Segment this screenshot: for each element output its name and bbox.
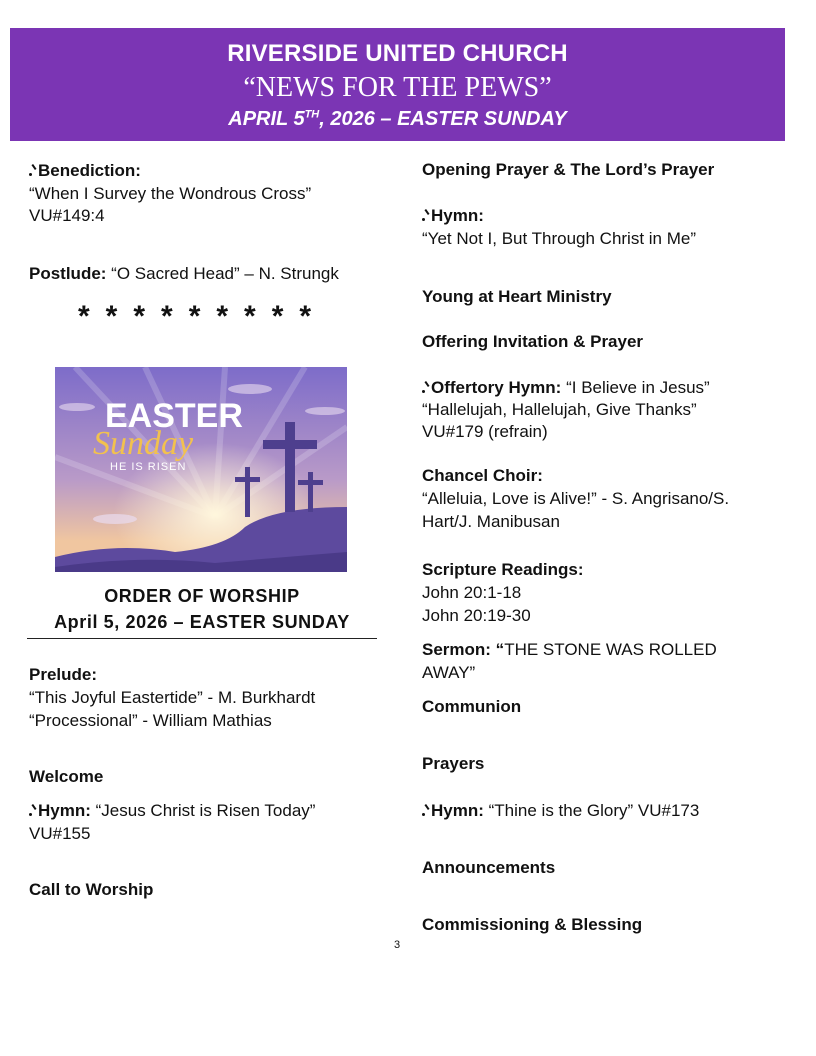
offertory-line-2: “Hallelujah, Hallelujah, Give Thanks” xyxy=(422,400,697,419)
newsletter-header xyxy=(10,28,785,141)
scripture-2: John 20:19-30 xyxy=(422,606,531,625)
communion: Communion xyxy=(422,697,522,716)
offertory-line-3: VU#179 (refrain) xyxy=(422,422,548,441)
sermon-label: Sermon: “ xyxy=(422,640,505,659)
opening-hymn-ref: VU#155 xyxy=(29,824,91,843)
choir-label: Chancel Choir: xyxy=(422,466,543,485)
music-note-icon xyxy=(29,803,38,817)
offertory-text: “I Believe in Jesus” xyxy=(561,378,710,397)
newsletter-title: “NEWS FOR THE PEWS” xyxy=(243,72,552,103)
order-of-worship-date: April 5, 2026 – EASTER SUNDAY xyxy=(54,612,350,632)
star-divider: ********* xyxy=(78,300,328,333)
young-at-heart: Young at Heart Ministry xyxy=(422,287,612,306)
offertory-label: Offertory Hymn: xyxy=(431,378,562,397)
date-prefix: APRIL 5 xyxy=(228,108,305,130)
hymn-label: Hymn: xyxy=(431,801,484,820)
church-name: RIVERSIDE UNITED CHURCH xyxy=(227,40,568,67)
sermon-text: THE STONE WAS ROLLED xyxy=(504,640,717,659)
music-note-icon xyxy=(422,380,431,394)
benediction-hymn: “When I Survey the Wondrous Cross” xyxy=(29,184,312,203)
hymn-text: “Thine is the Glory” VU#173 xyxy=(483,801,700,820)
benediction-heading xyxy=(29,161,141,181)
scripture-1: John 20:1-18 xyxy=(422,583,522,602)
choir-line-2: Hart/J. Manibusan xyxy=(422,512,560,531)
benediction-ref: VU#149:4 xyxy=(29,206,105,225)
choir-line-1: “Alleluia, Love is Alive!” - S. Angrisano/S. xyxy=(422,489,730,508)
hymn-title: “Yet Not I, But Through Christ in Me” xyxy=(422,229,697,248)
welcome: Welcome xyxy=(29,767,104,786)
hymn-heading xyxy=(422,206,484,226)
postlude xyxy=(29,264,339,284)
sermon-line-2: AWAY” xyxy=(422,663,476,682)
order-of-worship-title: ORDER OF WORSHIP xyxy=(104,586,300,606)
prayers: Prayers xyxy=(422,754,485,773)
music-note-icon xyxy=(422,208,431,222)
image-title: EASTER xyxy=(105,397,243,435)
image-script: Sunday xyxy=(93,425,194,462)
prelude-label: Prelude: xyxy=(29,665,98,684)
offering: Offering Invitation & Prayer xyxy=(422,332,644,351)
date-sup: TH xyxy=(304,108,320,121)
date-suffix: , 2026 – EASTER SUNDAY xyxy=(319,108,567,130)
issue-date xyxy=(10,108,785,131)
hymn-text: “Jesus Christ is Risen Today” xyxy=(90,801,316,820)
scripture-label: Scripture Readings: xyxy=(422,560,584,579)
opening-prayer: Opening Prayer & The Lord’s Prayer xyxy=(422,160,715,179)
offertory-hymn xyxy=(422,378,710,398)
benediction-label: Benediction: xyxy=(38,161,141,180)
commissioning: Commissioning & Blessing xyxy=(422,915,643,934)
announcements: Announcements xyxy=(422,858,556,877)
opening-hymn xyxy=(29,801,315,821)
closing-hymn xyxy=(422,801,699,821)
postlude-label: Postlude: xyxy=(29,264,107,283)
call-to-worship: Call to Worship xyxy=(29,880,154,899)
music-note-icon xyxy=(29,163,38,177)
postlude-text: “O Sacred Head” – N. Strungk xyxy=(106,264,339,283)
easter-sunday-image xyxy=(55,367,347,572)
image-subtitle: HE IS RISEN xyxy=(110,461,187,473)
page-number: 3 xyxy=(394,939,401,951)
hymn-label: Hymn: xyxy=(38,801,91,820)
prelude-piece-2: “Processional” - William Mathias xyxy=(29,711,272,730)
hymn-label: Hymn: xyxy=(431,206,484,225)
music-note-icon xyxy=(422,803,431,817)
sermon xyxy=(422,640,717,660)
prelude-piece-1: “This Joyful Eastertide” - M. Burkhardt xyxy=(29,688,316,707)
divider xyxy=(27,638,377,639)
